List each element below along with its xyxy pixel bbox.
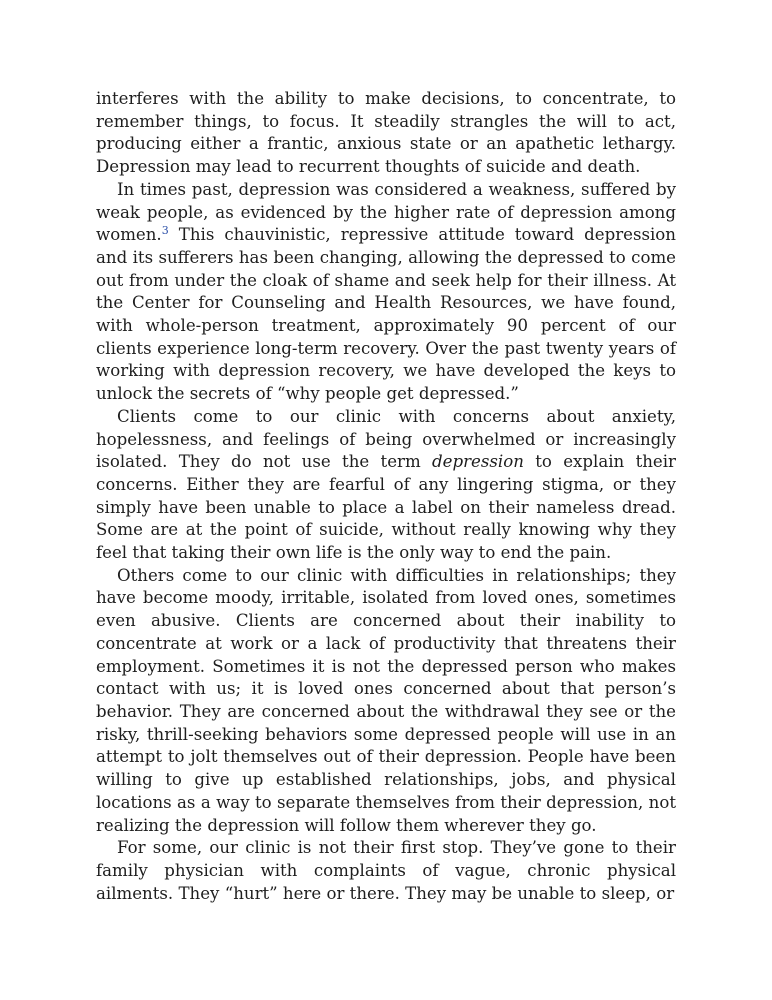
footnote-marker[interactable]: 3 (161, 224, 169, 238)
paragraph-continued: interferes with the ability to make decisions, to concentrate, to remember things, to focus. It steadily strangles the will to act, producing either a frantic, anxious state or an apathetic lethargy. Depression may lead to recurrent thoughts of suicide and death. (96, 89, 676, 177)
paragraph-text: This chauvinistic, repressive attitude toward depression and its sufferers has been changing, allowing the depressed to come out from under the cloak of shame and seek help for their illness. At the Center for Counseling and Health Resources, we have found, with whole-person treatment, approximately 90 percent of our clients experience long-term recovery. Over the past twenty years of working with depression recovery, we have developed the keys to unlock the secrets of “why people get depressed.” (96, 225, 676, 404)
paragraph-text: In times past, depression was considered a weakness, suffered by weak people, as evidenced by the higher rate of depression among women. (96, 179, 676, 245)
paragraph-relationships: Others come to our clinic with difficulties in relationships; they have become moody, irritable, isolated from loved ones, sometimes even abusive. Clients are concerned about their inability to concentrate at work or a lack of productivity that threatens their employment. Sometimes it is not the depressed person who makes contact with us; it is loved ones concerned about that person’s behavior. They are concerned about the withdrawal they see or the risky, thrill-seeking behaviors some depressed people will use in an attempt to jolt themselves out of their depression. People have been willing to give up established relationships, jobs, and physical locations as a way to separate themselves from their depression, not realizing the depression will follow them wherever they go. (96, 565, 676, 835)
book-page (96, 88, 676, 905)
paragraph-text: Clients come to our clinic with concerns about anxiety, hopelessness, and feelings of being overwhelmed or increasingly isolated. They do not use the term (96, 406, 676, 472)
paragraph-clients-concerns (96, 406, 676, 565)
emphasized-term: depression (432, 452, 524, 472)
paragraph-text: to explain their concerns. Either they are fearful of any lingering stigma, or they simply have been unable to place a label on their nameless dread. Some are at the point of suicide, without really knowing why they feel that taking their own life is the only way to end the pain. (96, 452, 676, 563)
paragraph-depression-history (96, 179, 676, 406)
paragraph-first-stop: For some, our clinic is not their first stop. They’ve gone to their family physician with complaints of vague, chronic physical ailments. They “hurt” here or there. They may be unable to sleep, or (96, 838, 676, 903)
